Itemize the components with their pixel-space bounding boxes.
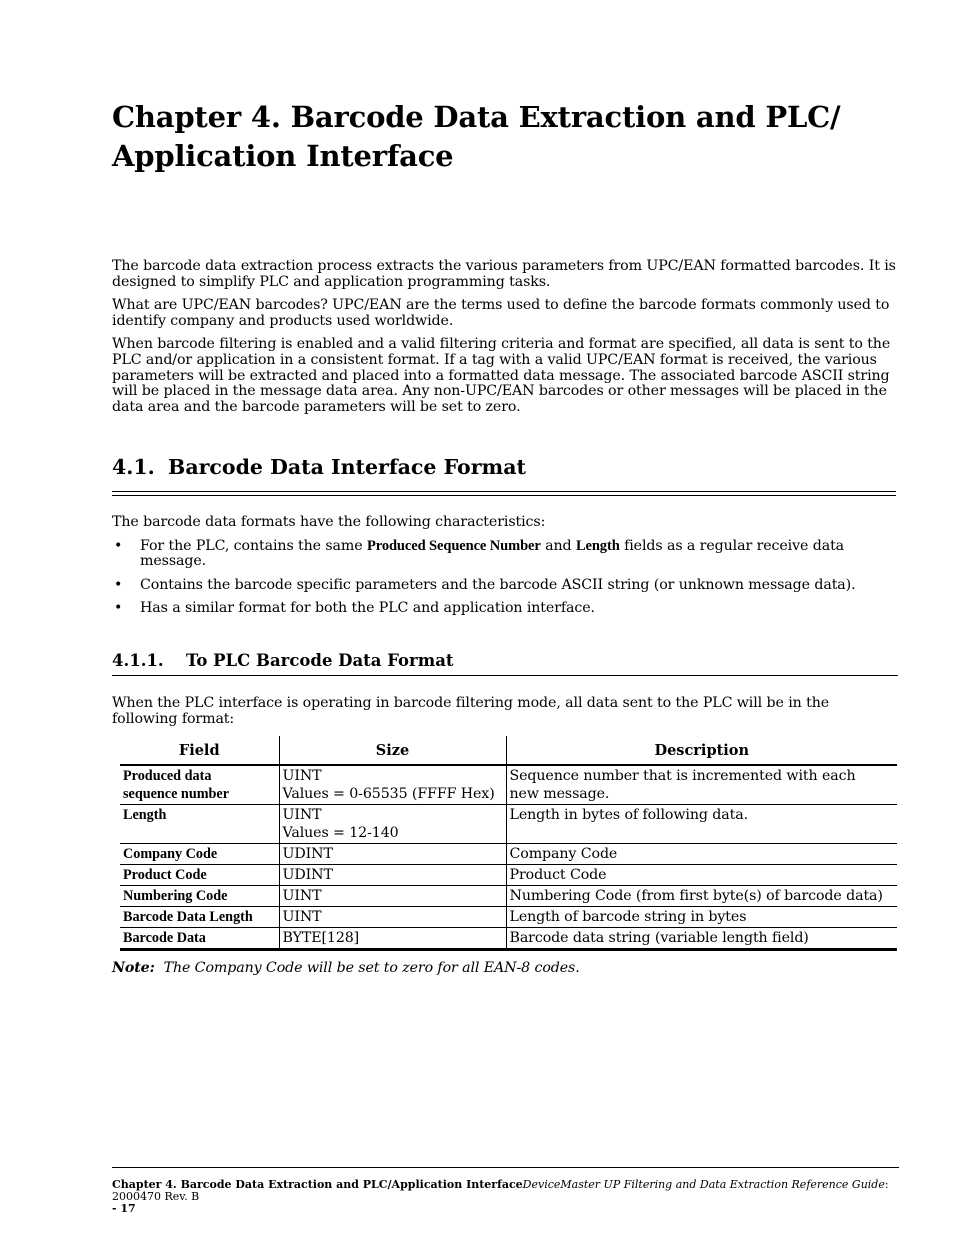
field-cell: Product Code (120, 865, 279, 886)
table-note (112, 960, 580, 976)
field-cell: Length (120, 805, 279, 844)
subsection-heading (112, 650, 898, 676)
field-cell: Numbering Code (120, 886, 279, 907)
chapter-title-line2: Application Interface (112, 139, 454, 173)
bullet-icon: • (114, 600, 123, 617)
bold-term: Produced Sequence Number (366, 537, 541, 554)
section-body (112, 515, 898, 625)
subsection-lead: When the PLC interface is operating in barcode filtering mode, all data sent to the PLC will be in the following format: (112, 695, 830, 727)
subsection-title: To PLC Barcode Data Format (186, 651, 454, 670)
description-cell: Sequence number that is incremented with each new message. (506, 765, 897, 805)
section-lead: The barcode data formats have the following characteristics: (112, 514, 546, 530)
intro-paragraph: What are UPC/EAN barcodes? UPC/EAN are the terms used to define the barcode formats commonly used to identify company and products used worldwide. (112, 297, 890, 329)
section-heading (112, 454, 898, 480)
table-row (120, 928, 897, 950)
list-item: • Has a similar format for both the PLC and application interface. (114, 600, 595, 617)
description-cell: Numbering Code (from first byte(s) of barcode data) (506, 886, 897, 907)
chapter-title-line1: Chapter 4. Barcode Data Extraction and PLC/ (112, 100, 841, 134)
footer-chapter: Chapter 4. Barcode Data Extraction and PLC/Application Interface (112, 1178, 523, 1191)
bold-term: Length (575, 537, 620, 554)
size-cell: BYTE[128] (279, 928, 506, 950)
size-cell: UDINT (279, 865, 506, 886)
table-row (120, 765, 897, 805)
barcode-format-table (120, 736, 897, 951)
page-footer (112, 1179, 899, 1215)
footer-page-number: - 17 (112, 1202, 136, 1215)
intro-paragraph: When barcode filtering is enabled and a valid filtering criteria and format are specified, all data is sent to the PLC and/or application in a consistent format. If a tag with a valid UPC/EAN format is received, the various parameters will be extracted and placed into a formatted data message. The associated barcode ASCII string will be placed in the message data area. Any non-UPC/EAN barcodes or other messages will be placed in the data area and the barcode parameters will be set to zero. (112, 336, 891, 415)
footer-rule (112, 1167, 899, 1168)
characteristics-list (112, 539, 898, 617)
note-text: The Company Code will be set to zero for all EAN-8 codes. (163, 960, 580, 976)
table-row (120, 805, 897, 844)
bullet-icon: • (114, 576, 123, 593)
size-cell: UINT Values = 0-65535 (FFFF Hex) (279, 765, 506, 805)
column-header: Description (506, 736, 897, 765)
description-cell: Company Code (506, 844, 897, 865)
field-cell: Produced data sequence number (120, 765, 279, 805)
column-header: Size (279, 736, 506, 765)
table-row (120, 907, 897, 928)
subsection-body (112, 696, 898, 727)
description-cell: Length in bytes of following data. (506, 805, 897, 844)
description-cell: Barcode data string (variable length field) (506, 928, 897, 950)
size-cell: UINT (279, 907, 506, 928)
bullet-icon: • (114, 537, 123, 554)
chapter-title (112, 98, 898, 176)
intro-paragraphs (112, 259, 898, 423)
table-row (120, 844, 897, 865)
table-header-row (120, 736, 897, 765)
footer-revision: : 2000470 Rev. B (112, 1178, 889, 1203)
size-cell: UINT Values = 12-140 (279, 805, 506, 844)
field-cell: Barcode Data (120, 928, 279, 950)
description-cell: Product Code (506, 865, 897, 886)
section-title: Barcode Data Interface Format (168, 455, 526, 479)
section-double-rule (112, 491, 896, 496)
field-cell: Company Code (120, 844, 279, 865)
description-cell: Length of barcode string in bytes (506, 907, 897, 928)
list-item: • Contains the barcode specific parameters and the barcode ASCII string (or unknown message data). (114, 576, 856, 593)
list-item: • For the PLC, contains the same Produced Sequence Number and Length fields as a regular receive data message. (114, 537, 845, 570)
footer-guide-title: DeviceMaster UP Filtering and Data Extraction Reference Guide (522, 1178, 885, 1191)
section-number: 4.1. (112, 455, 155, 479)
size-cell: UDINT (279, 844, 506, 865)
size-cell: UINT (279, 886, 506, 907)
field-cell: Barcode Data Length (120, 907, 279, 928)
table-row (120, 886, 897, 907)
subsection-number: 4.1.1. (112, 651, 164, 670)
intro-paragraph: The barcode data extraction process extracts the various parameters from UPC/EAN formatted barcodes. It is designed to simplify PLC and application programming tasks. (112, 258, 896, 290)
note-label: Note: (112, 960, 155, 976)
table-row (120, 865, 897, 886)
column-header: Field (120, 736, 279, 765)
